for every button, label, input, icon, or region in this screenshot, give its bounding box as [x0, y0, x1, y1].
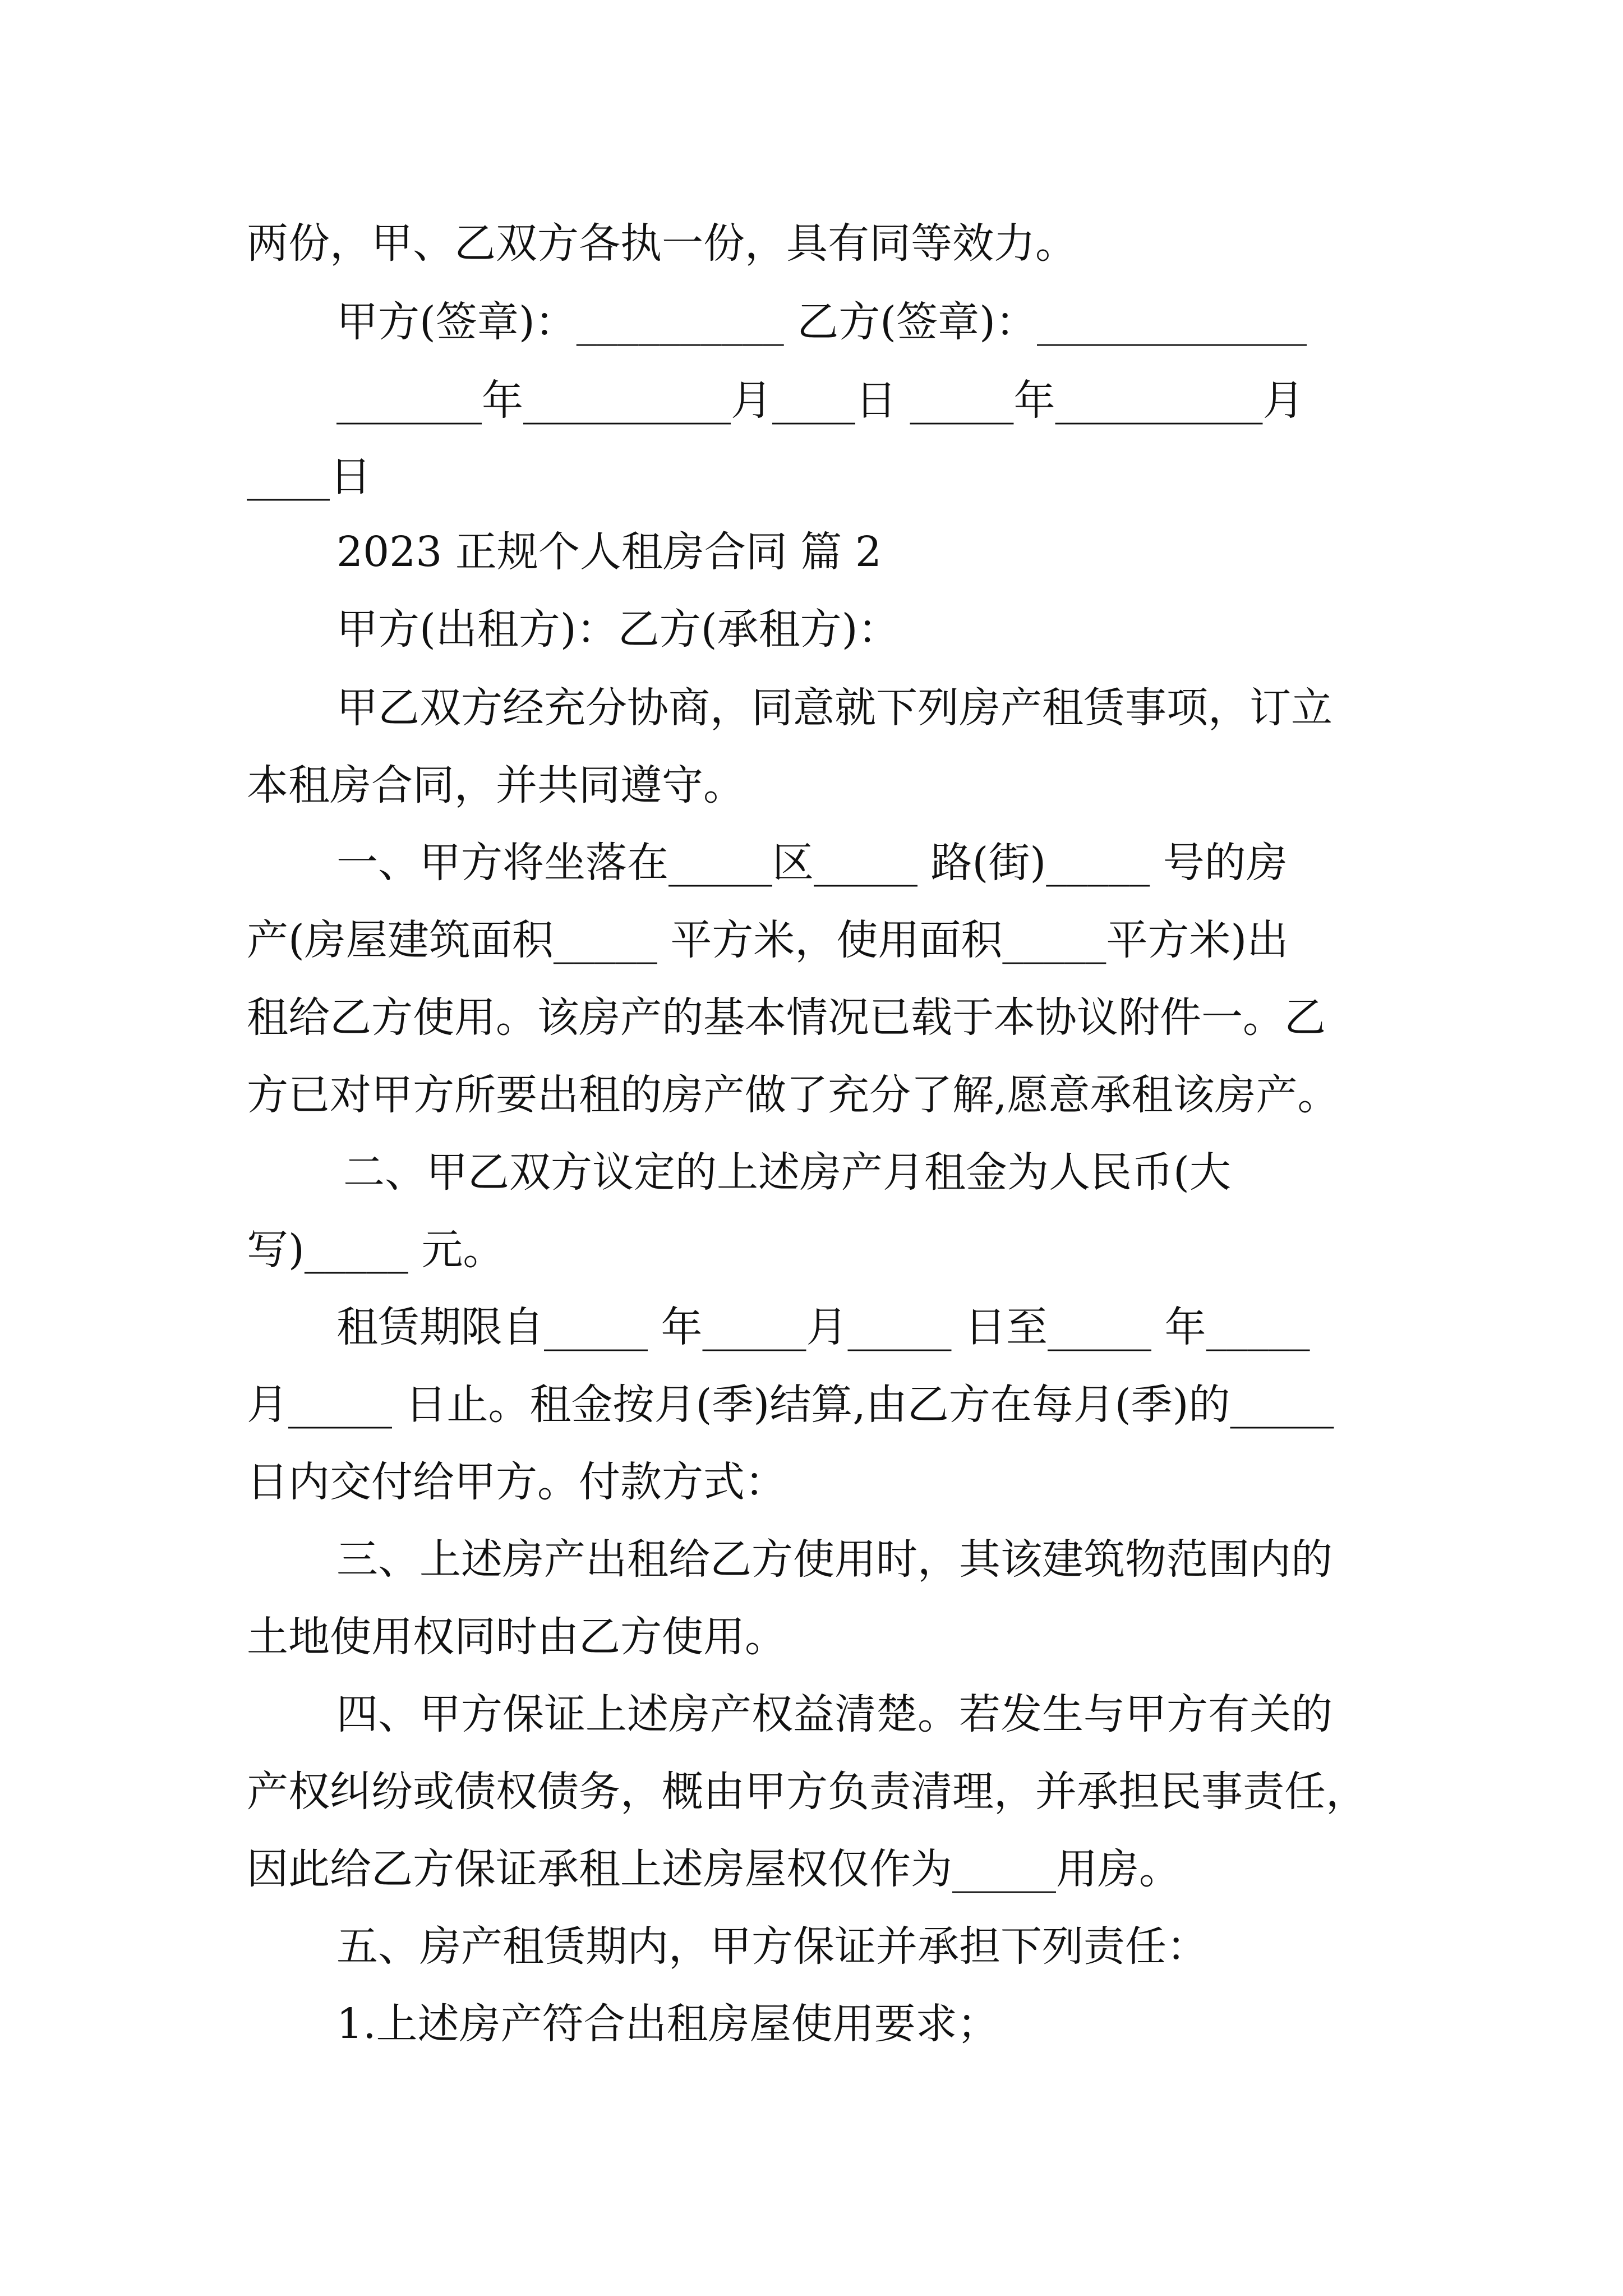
clause-2-line: 写)_____ 元。 [247, 1226, 505, 1274]
clause-5-item-line: 1.上述房产符合出租房屋使用要求； [336, 2000, 999, 2048]
lease-term-line: 租赁期限自_____ 年_____月_____ 日至_____ 年_____ [336, 1303, 1310, 1351]
section-heading: 2023 正规个人租房合同 篇 2 [336, 528, 882, 576]
clause-5-line: 五、房产租赁期内，甲方保证并承担下列责任： [336, 1922, 1208, 1971]
signature-line: 甲方(签章)：__________ 乙方(签章)：_____________ [336, 298, 1307, 346]
text-line: 本租房合同，并共同遵守。 [247, 761, 745, 809]
clause-4-line: 四、甲方保证上述房产权益清楚。若发生与甲方有关的 [336, 1690, 1332, 1738]
clause-1-line: 产(房屋建筑面积_____ 平方米，使用面积_____平方米)出 [247, 916, 1289, 964]
clause-2-line: 二、甲乙双方议定的上述房产月租金为人民币(大 [343, 1148, 1231, 1197]
payment-line: 日内交付给甲方。付款方式： [247, 1458, 786, 1506]
text-line: 两份，甲、乙双方各执一份，具有同等效力。 [247, 219, 1077, 268]
text-line: 甲乙双方经充分协商，同意就下列房产租赁事项，订立 [336, 684, 1332, 732]
clause-4-line: 产权纠纷或债权债务，概由甲方负责清理，并承担民事责任， [247, 1768, 1367, 1816]
clause-1-line: 一、甲方将坐落在_____区_____ 路(街)_____ 号的房 [336, 839, 1288, 887]
date-line-continued: ____日 [247, 453, 371, 501]
clause-3-line: 三、上述房产出租给乙方使用时，其该建筑物范围内的 [336, 1535, 1332, 1584]
date-line: _______年__________月____日 _____年__________月 [336, 376, 1304, 425]
lease-term-line: 月_____ 日止。租金按月(季)结算,由乙方在每月(季)的_____ [247, 1381, 1334, 1429]
clause-1-line: 租给乙方使用。该房产的基本情况已载于本协议附件一。乙 [247, 993, 1326, 1042]
clause-3-line: 土地使用权同时由乙方使用。 [247, 1613, 786, 1661]
parties-line: 甲方(出租方)：乙方(承租方)： [336, 605, 900, 654]
clause-1-line: 方已对甲方所要出租的房产做了充分了解,愿意承租该房产。 [247, 1071, 1339, 1119]
clause-4-line: 因此给乙方保证承租上述房屋权仅作为_____用房。 [247, 1845, 1181, 1893]
